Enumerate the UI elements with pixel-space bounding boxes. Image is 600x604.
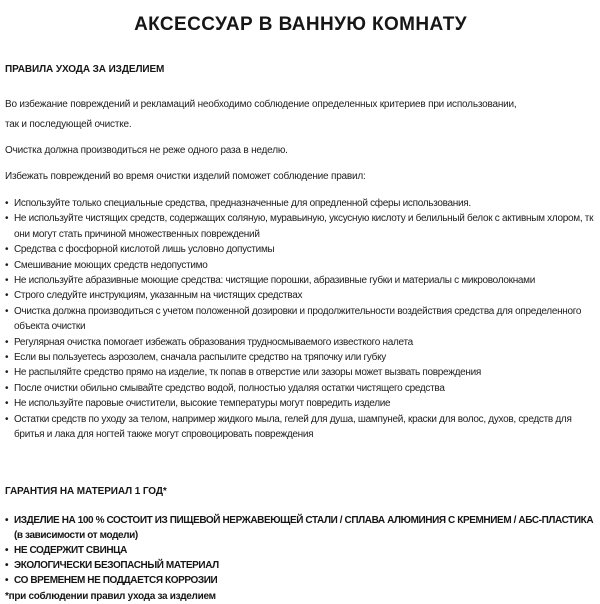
- warranty-item-text: НЕ СОДЕРЖИТ СВИНЦА: [14, 544, 127, 556]
- intro-line-2: так и последующей очистке.: [5, 119, 132, 130]
- intro-line-1: Во избежание повреждений и рекламаций необходимо соблюдение определенных критериев при использовании,: [5, 99, 517, 110]
- warranty-item-text: ЭКОЛОГИЧЕСКИ БЕЗОПАСНЫЙ МАТЕРИАЛ: [14, 560, 219, 572]
- page-title: АКСЕССУАР В ВАННУЮ КОМНАТУ: [134, 14, 467, 35]
- care-rule-text: Не распыляйте средство прямо на изделие, тк попав в отверстие или зазоры может вызвать повреждения: [14, 367, 482, 379]
- care-rule-text: Строго следуйте инструкциям, указанным на чистящих средствах: [14, 290, 303, 302]
- care-rule-item: [5, 258, 596, 273]
- care-rules-heading: ПРАВИЛА УХОДА ЗА ИЗДЕЛИЕМ: [5, 64, 165, 75]
- care-rule-item: [5, 211, 596, 242]
- bullet-marker: •: [5, 544, 9, 556]
- bullet-marker: •: [5, 352, 9, 364]
- care-rule-item: [5, 335, 596, 350]
- warranty-item-text: СО ВРЕМЕНЕМ НЕ ПОДДАЕТСЯ КОРРОЗИИ: [14, 575, 218, 587]
- care-rules-section: [5, 64, 596, 443]
- care-rules-list: [5, 196, 596, 443]
- care-rule-item: [5, 304, 596, 335]
- bullet-marker: •: [5, 290, 9, 302]
- bullet-marker: •: [5, 382, 9, 394]
- care-rule-text: Используйте только специальные средства, предназначенные для опредленной сферы использования.: [14, 198, 471, 209]
- warranty-item-text: ИЗДЕЛИЕ НА 100 % СОСТОИТ ИЗ ПИЩЕВОЙ НЕРЖАВЕЮЩЕЙ СТАЛИ / СПЛАВА АЛЮМИНИЯ С КРЕМНИЕМ / АБС-ПЛАСТИКА (в зависимости от модели): [14, 514, 594, 541]
- care-rule-text: Очистка должна производиться с учетом положенной дозировки и продолжительности воздействия средства для определенного объекта очистки: [14, 305, 582, 333]
- warranty-item: [5, 573, 596, 588]
- bullet-marker: •: [5, 244, 9, 256]
- bullet-marker: •: [5, 560, 9, 572]
- care-rule-item: [5, 196, 596, 211]
- bullet-marker: •: [5, 259, 9, 271]
- care-rule-item: [5, 412, 596, 443]
- care-rule-text: Остатки средств по уходу за телом, например жидкого мыла, гелей для душа, шампуней, краски для волос, духов, средств для бритья и лака для ногтей также могут спровоцировать повреждения: [14, 413, 572, 441]
- bullet-marker: •: [5, 575, 9, 587]
- warranty-item: [5, 558, 596, 573]
- bullet-marker: •: [5, 336, 9, 348]
- care-rule-item: [5, 273, 596, 288]
- care-rule-text: После очистки обильно смывайте средство водой, полностью удаляя остатки чистящего средства: [14, 382, 445, 394]
- care-rule-item: [5, 242, 596, 257]
- care-rule-text: Средства с фосфорной кислотой лишь условно допустимы: [14, 244, 275, 256]
- bullet-marker: •: [5, 367, 9, 379]
- bullet-marker: •: [5, 514, 9, 526]
- care-rule-text: Не используйте паровые очистители, высокие температуры могут повредить изделие: [14, 398, 391, 410]
- intro-paragraph: [5, 95, 596, 135]
- care-rule-item: [5, 381, 596, 396]
- bullet-marker: •: [5, 275, 9, 287]
- rules-lead-paragraph: Избежать повреждений во время очистки изделий поможет соблюдение правил:: [5, 171, 366, 182]
- bullet-marker: •: [5, 198, 9, 209]
- bullet-marker: •: [5, 213, 9, 225]
- care-rule-text: Если вы пользуетесь аэрозолем, сначала распылите средство на тряпочку или губку: [14, 352, 386, 364]
- warranty-section: [5, 486, 596, 604]
- care-rule-item: [5, 288, 596, 303]
- warranty-list: [5, 513, 596, 589]
- warranty-item: [5, 543, 596, 558]
- cleaning-frequency-paragraph: Очистка должна производиться не реже одного раза в неделю.: [5, 145, 288, 156]
- care-rule-text: Регулярная очистка помогает избежать образования трудносмываемого известкого налета: [14, 336, 413, 348]
- care-rule-item: [5, 350, 596, 365]
- care-rule-text: Не используйте абразивные моющие средства: чистящие порошки, абразивные губки и материалы с микроволокнами: [14, 275, 536, 287]
- bullet-marker: •: [5, 398, 9, 410]
- care-rule-item: [5, 396, 596, 411]
- warranty-footnote: *при соблюдении правил ухода за изделием: [5, 590, 216, 602]
- bullet-marker: •: [5, 413, 9, 425]
- care-rule-item: [5, 365, 596, 380]
- care-rule-text: Смешивание моющих средств недопустимо: [14, 259, 208, 271]
- care-rule-text: Не используйте чистящих средств, содержащих соляную, муравьиную, уксусную кислоту и белильный белок с активным хлором, тк они могут стать причиной множественных повреждений: [14, 213, 594, 240]
- bullet-marker: •: [5, 305, 9, 317]
- warranty-heading: ГАРАНТИЯ НА МАТЕРИАЛ 1 ГОД*: [5, 485, 167, 497]
- warranty-item: [5, 513, 596, 543]
